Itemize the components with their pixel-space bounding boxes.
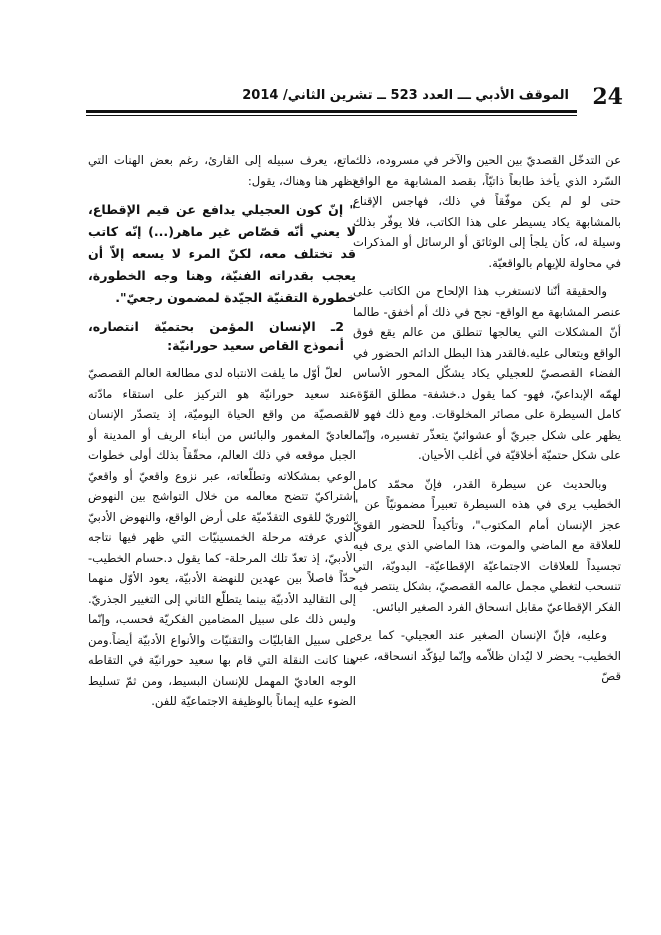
running-header [0, 84, 661, 116]
header-rule-thin [86, 115, 577, 116]
paragraph: وعليه، فإنّ الإنسان الصغير عند العجيلي- كما يرى الخطيب- يحضر لا ليُدان ظلاّمه وإنّما ليؤكّد انسحاقه، عبر قصّ [353, 628, 621, 683]
paragraph: والحقيقة أنّنا لانستغرب هذا الإلحاح من الكاتب على عنصر المشابهة مع الواقع- نجح في ذلك أم أخفق- طالما أنّ المشكلات التي يعالجها تنطلق من عالم يقع فوق الواقع ويتعالى عليه.فالقدر هذا البطل الدائم الحضور في الفضاء القصصيّ للعجيلي يكاد يشكّل المحور الأساس لهمّه الإبداعيّ، فهو- كما يقول د.خشفة- مطلق القوّة، كامل السيطرة على مصائر المخلوقات. ومع ذلك فهو لا يظهر على شكل جبريّ أو عشوائيّ يتعذّر تفسيره، وإنّما على شكل حتميّة أخلاقيّة في أغلب الأحيان. [353, 284, 621, 462]
paragraph: وبالحديث عن سيطرة القدر، فإنّ محمّد كامل الخطيب يرى في هذه السيطرة تعبيراً مضمونيّاً عن " عجز الإنسان أمام المكتوب"، وتأكيداً للحضور القويّ للعلاقة مع الماضي والموت، هذا الماضي الذي يرى فيه تجسيداً للعلاقات الاجتماعيّة الإقطاعيّة- البدويّة، التي تنسحب لتغطي مجمل عالمه القصصيّ، بشكل ينتصر فيه الفكر الإقطاعيّ مقابل انسحاق الفرد الصغير البائس. [353, 476, 621, 614]
section-heading: 2ـ الإنسان المؤمن بحتميّة انتصاره، أنموذج القاص سعيد حورانيّة: [88, 319, 344, 353]
header-rule [86, 110, 577, 113]
paragraph: ماتع، يعرف سبيله إلى القارئ، رغم بعض الهنات التي تظهر هنا وهناك، يقول: [88, 153, 356, 188]
running-title: الموقف الأدبي ـــ العدد 523 ــ تشرين الثاني/ 2014 [242, 88, 569, 103]
left-column [88, 150, 356, 720]
paragraph: عن التدخّل القصديّ بين الحين والآخر في مسروده، ذلك السّرد الذي يأخذ طابعاً ذاتيّاً، بقصد المشابهة مع الواقع حتى لو لم يكن موفّقاً في ذلك، فهاجس الإقناع بالمشابهة يكاد يسيطر على هذا الكاتب، فلا يوفّر بذلك وسيلة له، كأن يلجأ إلى الوثائق أو الرسائل أو المذكرات في محاولة للإيهام بالواقعيّة. [353, 153, 621, 270]
page-number: 24 [592, 84, 623, 110]
paragraph: لعلّ أوّل ما يلفت الانتباه لدى مطالعة العالم القصصيّ عند سعيد حورانيّة هو التركيز على استقاء مادّته القصصيّة من واقع الحياة اليوميّة، إذ يتصدّر الإنسان العاديّ المغمور والبائس من أبناء الريف أو المدينة أو الجبل موقعه في ذلك العالم، محقّقاً بذلك أولى خطوات الوعي بمشكلاته وتطلّعاته، عبر نزوع واقعيّ أو واقعيّ اشتراكيّ تتضح معالمه من خلال التواشج بين النهوض الثوريّ للقوى التقدّميّة على أرض الواقع، والنهوض الأدبيّ الذي عرفته مرحلة الخمسينيّات التي ظهر فيها نتاجه الأدبيّ، إذ تعدّ تلك المرحلة- كما يقول د.حسام الخطيب- حدّاً فاصلاً بين عهدين للنهضة الأدبيّة، يعود الأوّل منهما إلى التقاليد الأدبيّة بينما يتطلّع الثاني إلى التغيير الجذريّ. وليس ذلك على سبيل المضامين الفكريّة فحسب، وإنّما على سبيل القابليّات والتقنيّات والأنواع الأدبيّة أيضاً.ومن هنا كانت النقلة التي قام بها سعيد حورانيّة في التقاطه الوجه العاديّ المهمل للإنسان البسيط، ومن ثمّ تسليط الضوء عليه إيماناً بالوظيفة الاجتماعيّة للفن. [88, 366, 356, 708]
right-column [353, 150, 621, 695]
block-quote: " إنّ كون العجيلي يدافع عن قيم الإقطاع، لا يعني أنّه قصّاص غير ماهر(...) إنّه كاتب قد تختلف معه، لكنّ المرء لا يسعه إلاّ أن يعجب بقدراته الفنيّة، وهنا وجه الخطورة، خطورة التقنيّة الجيّدة لمضمون رجعيّ". [88, 202, 356, 305]
